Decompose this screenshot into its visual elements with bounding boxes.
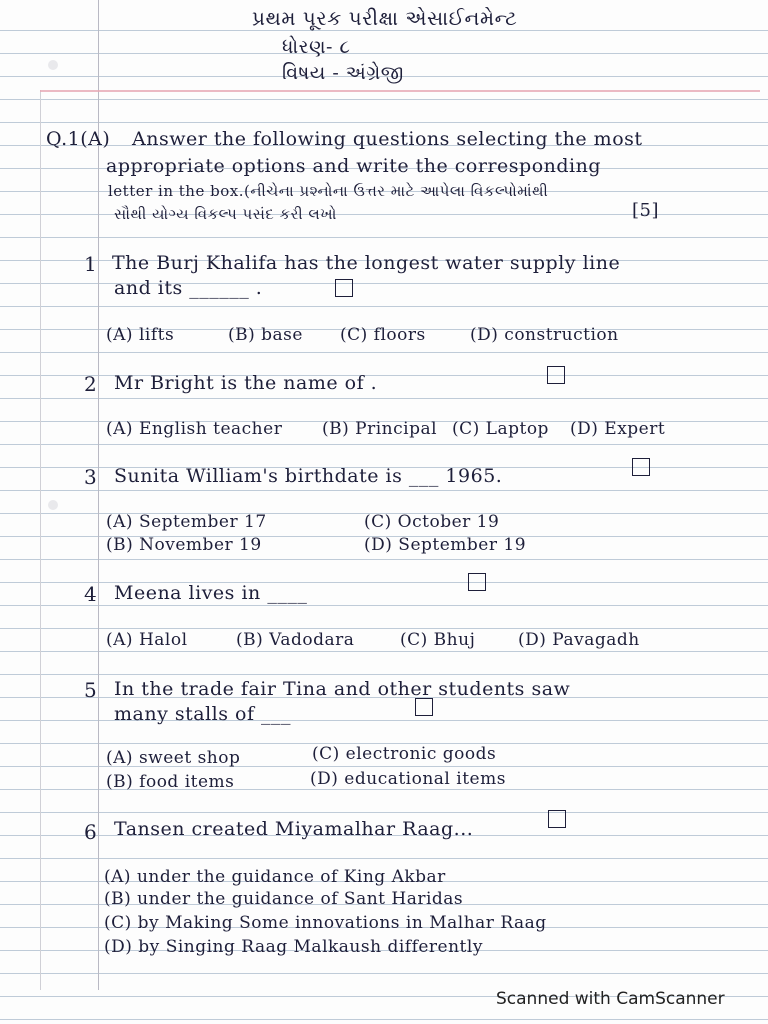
option: (D) September 19	[364, 535, 527, 555]
answer-box[interactable]	[415, 698, 433, 716]
question-text: Meena lives in ____	[114, 582, 308, 604]
margin-line	[40, 90, 41, 990]
instruction-line: Answer the following questions selecting the most	[132, 128, 643, 150]
punch-hole	[48, 60, 58, 70]
option: (C) by Making Some innovations in Malhar Raag	[104, 913, 547, 933]
option: (A) Halol	[106, 630, 188, 650]
answer-box[interactable]	[548, 810, 566, 828]
instruction-line: appropriate options and write the corresponding	[106, 155, 602, 177]
option: (B) base	[228, 325, 303, 345]
option: (B) November 19	[106, 535, 262, 555]
option: (D) by Singing Raag Malkaush differently	[104, 937, 483, 957]
option: (A) September 17	[106, 512, 267, 532]
option: (D) Pavagadh	[518, 630, 640, 650]
option: (B) food items	[106, 772, 235, 792]
question-number: 1	[84, 252, 97, 276]
question-text: and its ______ .	[114, 277, 263, 299]
punch-hole	[48, 500, 58, 510]
option: (B) under the guidance of Sant Haridas	[104, 889, 464, 909]
section-label: Q.1(A)	[46, 128, 111, 150]
option: (C) Bhuj	[400, 630, 476, 650]
option: (D) construction	[470, 325, 619, 345]
question-text: many stalls of ___	[114, 703, 292, 725]
question-number: 6	[84, 820, 97, 844]
option: (C) October 19	[364, 512, 500, 532]
option: (C) Laptop	[452, 419, 549, 439]
question-text: Tansen created Miyamalhar Raag...	[114, 818, 474, 840]
question-number: 4	[84, 582, 97, 606]
option: (A) sweet shop	[106, 748, 241, 768]
option: (D) Expert	[570, 419, 666, 439]
instruction-line: letter in the box.(નીચેના પ્રશ્નોના ઉત્તર માટે આપેલા વિકલ્પોમાંથી	[108, 182, 549, 200]
question-number: 5	[84, 678, 97, 702]
header-rule	[40, 90, 760, 92]
scanner-watermark: Scanned with CamScanner	[496, 989, 725, 1009]
answer-box[interactable]	[547, 366, 565, 384]
question-text: In the trade fair Tina and other students saw	[114, 678, 571, 700]
option: (C) floors	[340, 325, 426, 345]
option: (A) English teacher	[106, 419, 283, 439]
question-text: The Burj Khalifa has the longest water supply line	[112, 252, 621, 274]
option: (C) electronic goods	[312, 744, 497, 764]
instruction-line: સૌથી યોગ્ય વિકલ્પ પસંદ કરી લખો	[114, 205, 337, 223]
option: (A) under the guidance of King Akbar	[104, 867, 446, 887]
question-text: Sunita William's birthdate is ___ 1965.	[114, 465, 503, 487]
header-standard: ધોરણ- ૮	[282, 36, 351, 58]
option: (D) educational items	[310, 769, 506, 789]
answer-box[interactable]	[468, 573, 486, 591]
question-number: 2	[84, 372, 97, 396]
header-subject: વિષય - અંગ્રેજી	[282, 62, 404, 84]
marks-label: [5]	[632, 200, 659, 221]
option: (B) Principal	[322, 419, 438, 439]
question-text: Mr Bright is the name of .	[114, 372, 378, 394]
answer-box[interactable]	[632, 458, 650, 476]
answer-box[interactable]	[335, 279, 353, 297]
option: (B) Vadodara	[236, 630, 355, 650]
option: (A) lifts	[106, 325, 175, 345]
question-number: 3	[84, 465, 97, 489]
header-title: પ્રથમ પૂરક પરીક્ષા એસાઈનમેન્ટ	[252, 6, 518, 30]
